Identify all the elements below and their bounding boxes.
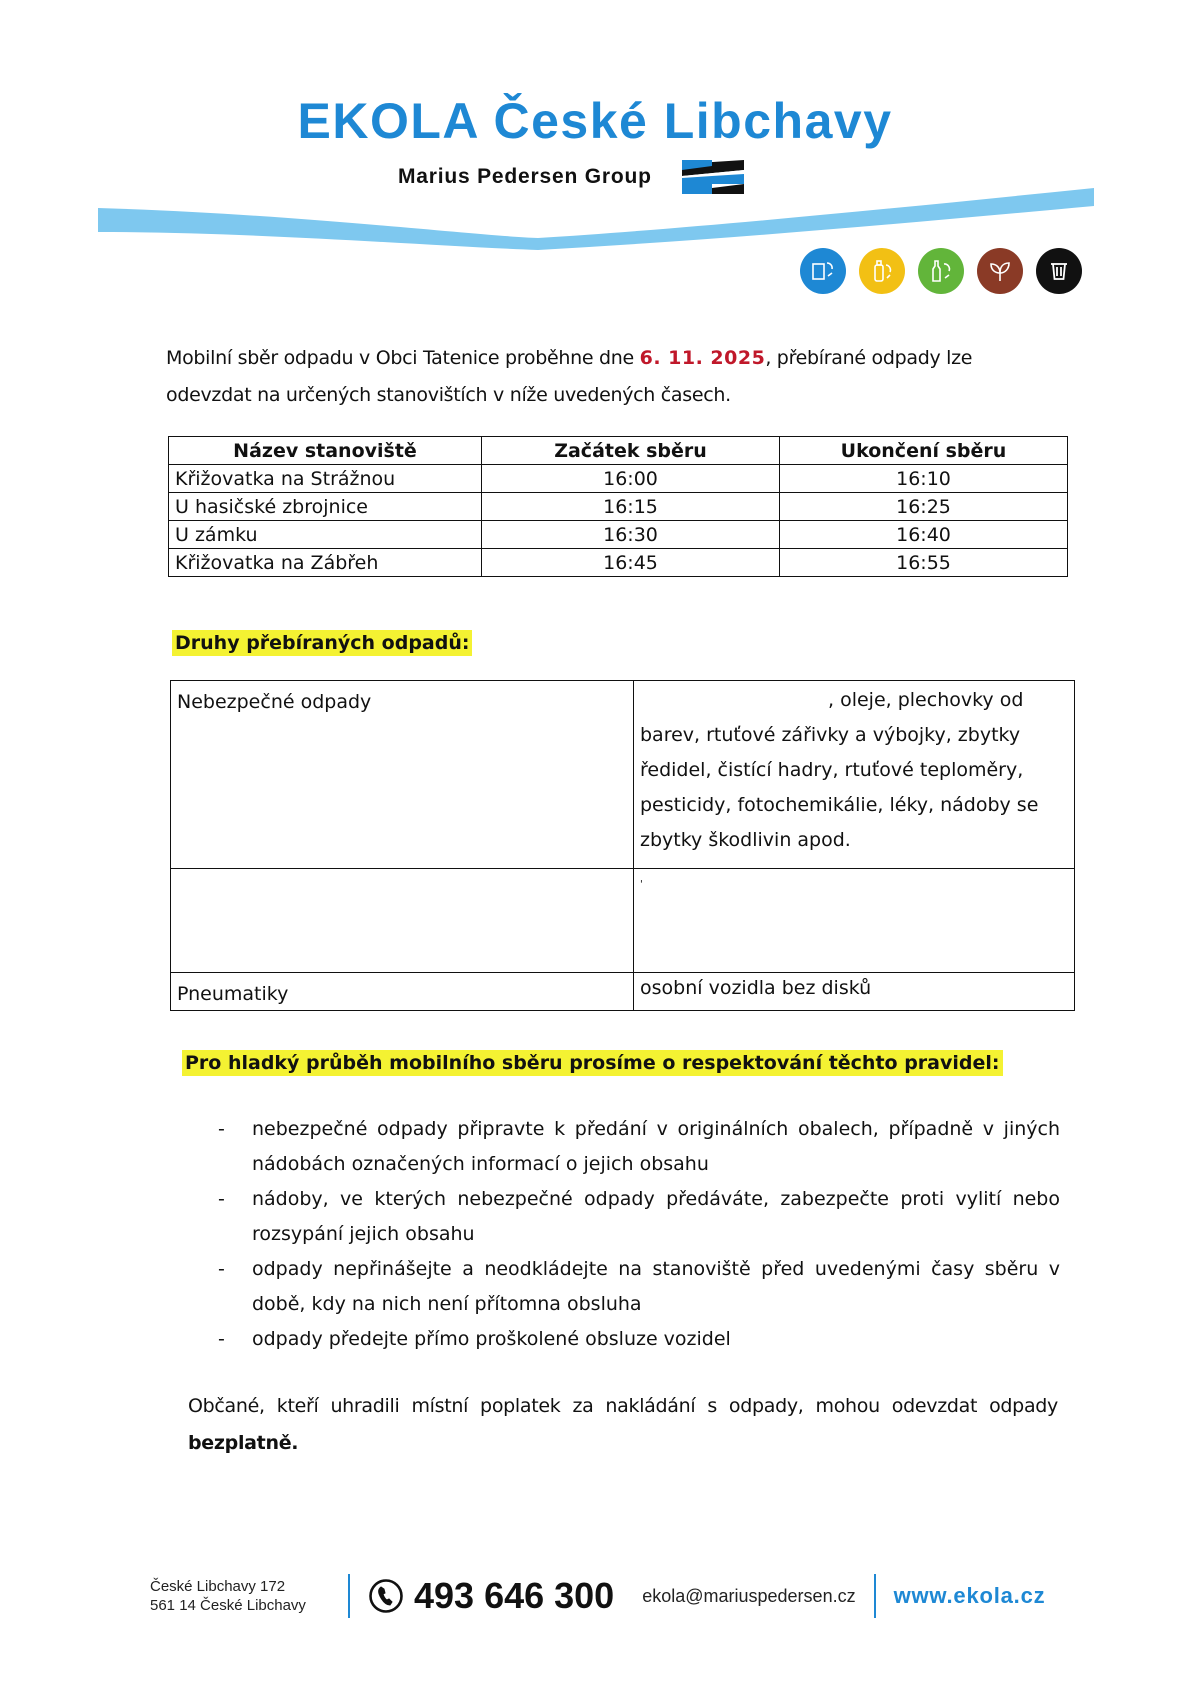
collection-date: 6. 11. 2025 [639,347,766,369]
start-time-cell: 16:30 [482,521,780,549]
address-line-1: České Libchavy 172 [150,1578,286,1595]
bullet-dash: - [218,1188,225,1210]
end-time-cell: 16:10 [780,465,1068,493]
waste-types-table [170,680,1075,1011]
phone-number[interactable]: 493 646 300 [414,1575,615,1616]
start-time-cell: 16:45 [482,549,780,577]
citizens-note [188,1388,1058,1462]
bullet-dash: - [218,1258,225,1280]
description-line: ředidel, čistící hadry, rtuťové teploměry, [640,759,1024,781]
phone-icon [368,1578,404,1614]
location-cell: U hasičské zbrojnice [169,493,482,521]
table-row [171,973,1075,1011]
footer-divider [348,1574,350,1618]
waste-category-icons [800,248,1082,294]
list-item [210,1182,1060,1252]
mixed-waste-bin-icon [1036,248,1082,294]
intro-text-after: , přebírané odpady lze odevzdat na určených stanovištích v níže uvedených časech. [166,347,973,406]
table-row [169,465,1068,493]
waste-description-cell: ' [634,869,1075,973]
intro-text-before: Mobilní sběr odpadu v Obci Tatenice proběhne dne [166,347,640,369]
table-row [169,521,1068,549]
table-row [171,869,1075,973]
waste-types-heading-text: Druhy přebíraných odpadů: [172,630,472,656]
bullet-dash: - [218,1118,225,1140]
footer-website-link[interactable]: www.ekola.cz [893,1583,1046,1608]
company-title: EKOLA České Libchavy [297,93,893,149]
schedule-table [168,436,1068,577]
rule-text: odpady předejte přímo proškolené obsluze vozidel [252,1328,731,1350]
paper-recycling-icon [800,248,846,294]
description-line: , oleje, plechovky od [828,689,1024,711]
description-line: barev, rtuťové zářivky a výbojky, zbytky [640,724,1021,746]
footer-email[interactable]: ekola@mariuspedersen.cz [642,1585,856,1606]
start-time-cell: 16:00 [482,465,780,493]
free-of-charge-text: bezplatně. [188,1432,299,1454]
plastic-recycling-icon [859,248,905,294]
location-cell: Křižovatka na Zábřeh [169,549,482,577]
bio-waste-icon [977,248,1023,294]
end-time-cell: 16:25 [780,493,1068,521]
start-time-cell: 16:15 [482,493,780,521]
group-subtitle: Marius Pedersen Group [398,165,652,188]
column-header-location: Název stanoviště [169,437,482,465]
waste-types-heading [172,632,472,654]
footer-phone [368,1575,614,1617]
bullet-dash: - [218,1328,225,1350]
waste-description-cell [634,681,1075,869]
rule-text: nádoby, ve kterých nebezpečné odpady předáváte, zabezpečte proti vylití nebo rozsypání jejich obsahu [252,1188,1060,1245]
waste-type-cell: Nebezpečné odpady [171,681,634,869]
location-cell: U zámku [169,521,482,549]
table-row [169,549,1068,577]
rule-text: nebezpečné odpady připravte k předání v originálních obalech, případně v jiných nádobách označených informací o jejich obsahu [252,1118,1060,1175]
waste-type-cell [171,869,634,973]
footer [150,1574,1110,1618]
table-row [171,681,1075,869]
column-header-start: Začátek sběru [482,437,780,465]
waste-type-cell: Pneumatiky [171,973,634,1011]
column-header-end: Ukončení sběru [780,437,1068,465]
rules-list [210,1112,1060,1357]
table-row [169,493,1068,521]
list-item [210,1322,1060,1357]
glass-recycling-icon [918,248,964,294]
rules-heading [182,1052,1003,1074]
description-line: zbytky škodlivin apod. [640,829,851,851]
footer-divider [874,1574,876,1618]
list-item [210,1112,1060,1182]
waste-description-cell: osobní vozidla bez disků [634,973,1075,1011]
rules-heading-text: Pro hladký průběh mobilního sběru prosíme o respektování těchto pravidel: [182,1050,1003,1076]
rule-text: odpady nepřinášejte a neodkládejte na stanoviště před uvedenými časy sběru v době, kdy na nich není přítomna obsluha [252,1258,1060,1315]
description-line: pesticidy, fotochemikálie, léky, nádoby se [640,794,1039,816]
decorative-wave-banner [98,180,1094,250]
intro-paragraph [166,340,1036,414]
end-time-cell: 16:40 [780,521,1068,549]
end-time-cell: 16:55 [780,549,1068,577]
footer-address [150,1577,330,1615]
location-cell: Křižovatka na Strážnou [169,465,482,493]
list-item [210,1252,1060,1322]
citizens-note-text: Občané, kteří uhradili místní poplatek za nakládání s odpady, mohou odevzdat odpady [188,1395,1058,1417]
schedule-header-row [169,437,1068,465]
address-line-2: 561 14 České Libchavy [150,1597,306,1614]
